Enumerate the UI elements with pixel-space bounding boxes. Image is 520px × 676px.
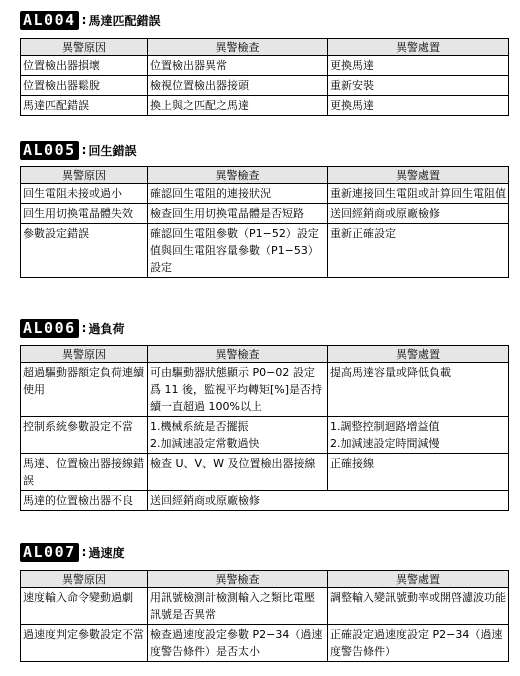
cell-check: 確認回生電阻參數（P1−52）設定值與回生電阻容量參數（P1−53）設定 — [148, 224, 328, 278]
cell-action: 提高馬達容量或降低負載 — [328, 363, 509, 417]
header-action: 異警處置 — [328, 571, 509, 588]
cell-check: 送回經銷商或原廠檢修 — [148, 491, 328, 511]
alarm-code-display: AL004 — [20, 11, 79, 30]
cell-action: 調整輸入變訊號動率或開啓濾波功能 — [328, 588, 509, 625]
cell-cause: 馬達匹配錯誤 — [21, 96, 148, 116]
cell-cause: 速度輸入命令變動過劇 — [21, 588, 148, 625]
cell-cause: 參數設定錯誤 — [21, 224, 148, 278]
section-title: 回生錯誤 — [88, 143, 137, 158]
cell-check: 檢查過速度設定參數 P2−34（過速度警告條件）是否太小 — [148, 625, 328, 662]
cell-action: 重新安裝 — [328, 76, 509, 96]
section-title: 過負荷 — [88, 321, 125, 336]
cell-cause: 過速度判定參數設定不當 — [21, 625, 148, 662]
alarm-table — [20, 345, 509, 511]
header-check: 異警檢查 — [148, 167, 328, 184]
table-row — [21, 224, 509, 278]
alarm-code-display: AL005 — [20, 141, 79, 160]
table-row — [21, 363, 509, 417]
alarm-code-display: AL006 — [20, 319, 79, 338]
cell-action: 重新連接回生電阻或計算回生電阻值 — [328, 184, 509, 204]
cell-check: 位置檢出器異常 — [148, 56, 328, 76]
cell-action: 送回經銷商或原廠檢修 — [328, 204, 509, 224]
table-header-row — [21, 346, 509, 363]
colon: : — [81, 321, 87, 335]
colon: : — [81, 545, 87, 559]
cell-check: 檢查回生用切換電晶體是否短路 — [148, 204, 328, 224]
cell-cause: 位置檢出器損壞 — [21, 56, 148, 76]
cell-action — [328, 491, 509, 511]
header-check: 異警檢查 — [148, 39, 328, 56]
alarm-table — [20, 166, 509, 278]
cell-action: 正確接線 — [328, 454, 509, 491]
cell-cause: 馬達、位置檢出器接線錯誤 — [21, 454, 148, 491]
table-row — [21, 491, 509, 511]
alarm-table — [20, 570, 509, 662]
cell-action: 1.調整控制迴路增益值 2.加減速設定時間減慢 — [328, 417, 509, 454]
table-row — [21, 454, 509, 491]
header-cause: 異警原因 — [21, 39, 148, 56]
cell-action: 更換馬達 — [328, 96, 509, 116]
table-row — [21, 588, 509, 625]
table-row — [21, 204, 509, 224]
header-action: 異警處置 — [328, 39, 509, 56]
table-header-row — [21, 167, 509, 184]
section-heading — [20, 140, 136, 160]
colon: : — [81, 143, 87, 157]
table-row — [21, 184, 509, 204]
header-action: 異警處置 — [328, 346, 509, 363]
cell-check: 確認回生電阻的連接狀況 — [148, 184, 328, 204]
cell-action: 重新正確設定 — [328, 224, 509, 278]
cell-check: 檢查 U、V、W 及位置檢出器接線 — [148, 454, 328, 491]
cell-cause: 超過驅動器額定負荷連續使用 — [21, 363, 148, 417]
section-title: 馬達匹配錯誤 — [88, 13, 161, 28]
section-heading — [20, 542, 124, 562]
cell-cause: 馬達的位置檢出器不良 — [21, 491, 148, 511]
table-row — [21, 625, 509, 662]
cell-action: 更換馬達 — [328, 56, 509, 76]
alarm-table — [20, 38, 509, 116]
header-cause: 異警原因 — [21, 346, 148, 363]
cell-cause: 回生電阻未接或過小 — [21, 184, 148, 204]
cell-check: 換上與之匹配之馬達 — [148, 96, 328, 116]
cell-cause: 回生用切換電晶體失效 — [21, 204, 148, 224]
cell-check: 1.機械系統是否擺振 2.加減速設定常數過快 — [148, 417, 328, 454]
cell-cause: 控制系統參數設定不當 — [21, 417, 148, 454]
header-action: 異警處置 — [328, 167, 509, 184]
header-check: 異警檢查 — [148, 571, 328, 588]
table-row — [21, 76, 509, 96]
alarm-code-display: AL007 — [20, 543, 79, 562]
cell-check: 檢視位置檢出器接頭 — [148, 76, 328, 96]
table-row — [21, 96, 509, 116]
colon: : — [81, 13, 87, 27]
section-heading — [20, 318, 124, 338]
cell-cause: 位置檢出器鬆脫 — [21, 76, 148, 96]
section-heading — [20, 10, 160, 30]
section-title: 過速度 — [88, 545, 125, 560]
header-cause: 異警原因 — [21, 167, 148, 184]
table-row — [21, 56, 509, 76]
cell-check: 可由驅動器狀態顯示 P0−02 設定爲 11 後，監視平均轉矩[%]是否持續一直超過 100%以上 — [148, 363, 328, 417]
table-header-row — [21, 39, 509, 56]
table-header-row — [21, 571, 509, 588]
table-row — [21, 417, 509, 454]
cell-action: 正確設定過速度設定 P2−34（過速度警告條件） — [328, 625, 509, 662]
cell-check: 用訊號檢測計檢測輸入之類比電壓訊號是否異常 — [148, 588, 328, 625]
header-check: 異警檢查 — [148, 346, 328, 363]
header-cause: 異警原因 — [21, 571, 148, 588]
